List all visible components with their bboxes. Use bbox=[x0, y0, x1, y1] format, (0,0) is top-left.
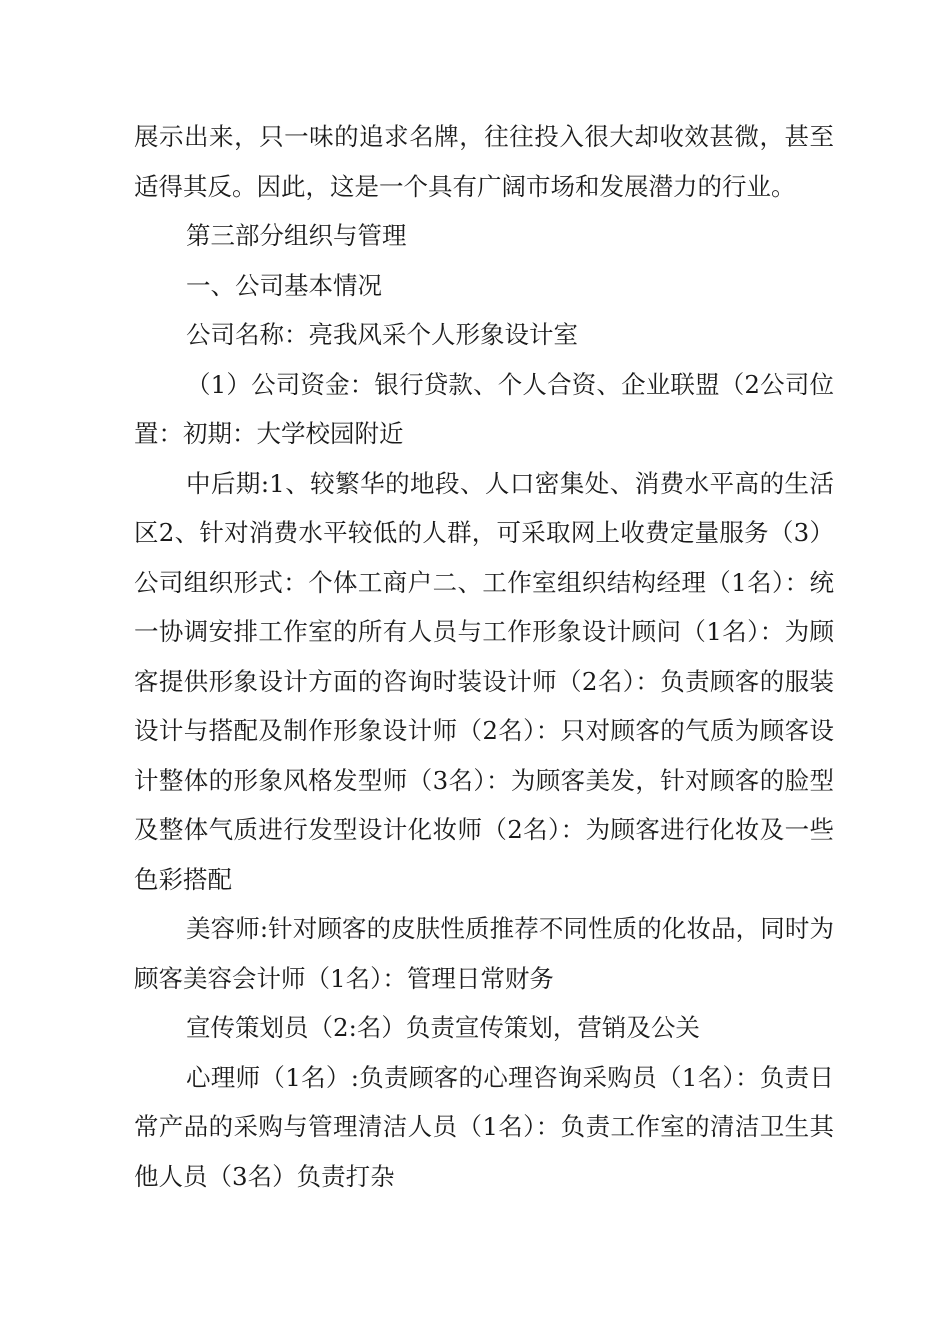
paragraph-company-funding: （1）公司资金：银行贷款、个人合资、企业联盟（2公司位置：初期：大学校园附近 bbox=[134, 369, 834, 448]
paragraph-market-potential: 展示出来，只一味的追求名牌，往往投入很大却收效甚微，甚至适得其反。因此，这是一个具有广阔市场和发展潜力的行业。 bbox=[134, 122, 834, 201]
document-body bbox=[134, 112, 834, 1201]
paragraph-psychologist: 心理师（1名）:负责顾客的心理咨询采购员（1名）：负责日常产品的采购与管理清洁人员（1名）：负责工作室的清洁卫生其他人员（3名）负责打杂 bbox=[134, 1062, 834, 1191]
heading-part-three: 第三部分组织与管理 bbox=[186, 221, 407, 250]
paragraph-publicity-planner: 宣传策划员（2:名）负责宣传策划，营销及公关 bbox=[186, 1013, 700, 1042]
paragraph-company-name: 公司名称：亮我风采个人形象设计室 bbox=[186, 320, 578, 349]
heading-company-basics: 一、公司基本情况 bbox=[186, 270, 382, 300]
paragraph-org-structure: 中后期:1、较繁华的地段、人口密集处、消费水平高的生活区2、针对消费水平较低的人群，可采取网上收费定量服务（3）公司组织形式：个体工商户二、工作室组织结构经理（1名）：统一协调安排工作室的所有人员与工作形象设计顾问（1名）：为顾客提供形象设计方面的咨询时装设计师（2名）：负责顾客的服装设计与搭配及制作形象设计师（2名）：只对顾客的气质为顾客设计整体的形象风格发型师（3名）：为顾客美发，针对顾客的脸型及整体气质进行发型设计化妆师（2名）：为顾客进行化妆及一些色彩搭配 bbox=[134, 468, 834, 894]
paragraph-beautician: 美容师:针对顾客的皮肤性质推荐不同性质的化妆品，同时为顾客美容会计师（1名）：管理日常财务 bbox=[134, 914, 834, 993]
